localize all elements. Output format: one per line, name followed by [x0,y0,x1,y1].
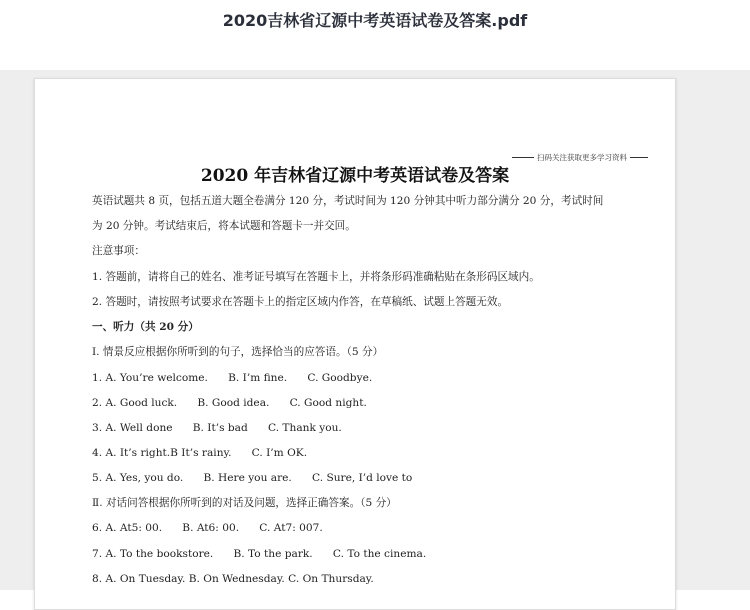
section-heading: 一、听力（共 20 分） [92,321,199,333]
text-line: 英语试题共 8 页，包括五道大题全卷满分 120 分，考试时间为 120 分钟其中听力部分满分 20 分，考试时间 [92,195,604,207]
question-line: 2. A. Good luck. B. Good idea. C. Good night. [92,397,367,409]
question-line: 8. A. On Tuesday. B. On Wednesday. C. On Thursday. [92,573,374,585]
text-line: 注意事项： [92,245,145,257]
question-line: 3. A. Well done B. It’s bad C. Thank you. [92,422,342,434]
question-line: 7. A. To the bookstore. B. To the park. C. To the cinema. [92,548,427,560]
text-line: 1. 答题前，请将自己的姓名、准考证号填写在答题卡上，并将条形码准确粘贴在条形码区域内。 [92,271,540,283]
text-line: 为 20 分钟。考试结束后，将本试题和答题卡一并交回。 [92,220,356,232]
question-line: 1. A. You’re welcome. B. I’m fine. C. Goodbye. [92,372,373,384]
question-line: 4. A. It’s right.B It’s rainy. C. I’m OK. [92,447,308,459]
text-line: Ⅱ. 对话问答根据你所听到的对话及问题，选择正确答案。（5 分） [92,497,397,509]
question-line: 5. A. Yes, you do. B. Here you are. C. Sure, I’d love to [92,472,413,484]
viewer-header [0,0,750,70]
divider [512,157,534,158]
divider [630,157,648,158]
file-title: 2020吉林省辽源中考英语试卷及答案.pdf [222,11,528,30]
qr-note-text: 扫码关注获取更多学习资料 [537,153,627,162]
text-line: Ⅰ. 情景反应根据你所听到的句子，选择恰当的应答语。（5 分） [92,346,384,358]
text-line: 2. 答题时，请按照考试要求在答题卡上的指定区域内作答，在草稿纸、试题上答题无效。 [92,296,509,308]
document-title: 2020 年吉林省辽源中考英语试卷及答案 [200,166,510,186]
question-line: 6. A. At5: 00. B. At6: 00. C. At7: 007. [92,522,323,534]
